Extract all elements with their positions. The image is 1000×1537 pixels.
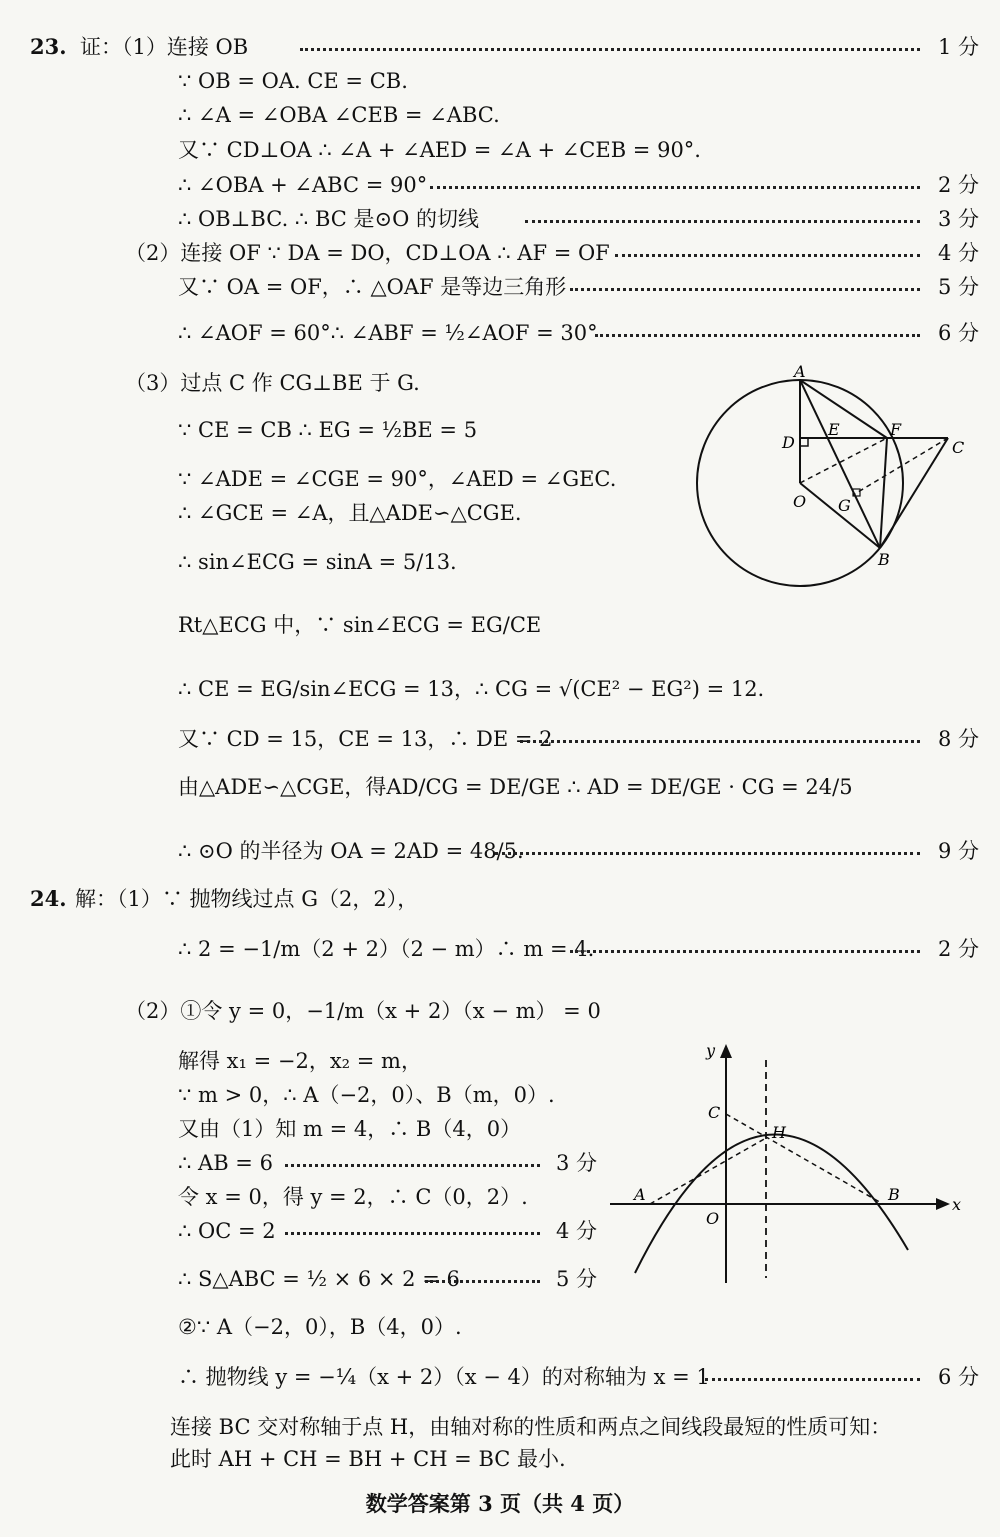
score-8: 8 分 xyxy=(938,727,980,751)
leader-dots xyxy=(705,1376,920,1381)
leader-dots xyxy=(615,252,920,257)
q24-line-4: 解得 x₁ = −2，x₂ = m， xyxy=(178,1049,422,1073)
leader-dots xyxy=(570,286,920,291)
q23-number: 23. xyxy=(30,34,67,59)
segment-fb xyxy=(880,438,887,548)
q23-line-10: （3）过点 C 作 CG⊥BE 于 G. xyxy=(125,371,420,395)
q23-line-14: ∴ sin∠ECG = sinA = 5/13. xyxy=(178,550,457,574)
q23-line-16: ∴ CE = EG/sin∠ECG = 13，∴ CG = √(CE² − EG²) = 12. xyxy=(178,677,765,701)
q24-line-11: ②∵ A（−2，0），B（4，0）. xyxy=(178,1315,462,1339)
segment-ah xyxy=(650,1138,766,1204)
q24-line-2: ∴ 2 = −1/m（2 + 2）（2 − m）∴ m = 4. xyxy=(178,937,595,961)
q23-line-1: 证：（1）连接 OB xyxy=(80,35,249,59)
score-3: 3 分 xyxy=(938,207,980,231)
q24-line-13: 连接 BC 交对称轴于点 H，由轴对称的性质和两点之间线段最短的性质可知： xyxy=(170,1415,892,1439)
q23-line-9: ∴ ∠AOF = 60°∴ ∠ABF = ½∠AOF = 30° xyxy=(178,321,598,345)
label-o: O xyxy=(706,1209,720,1228)
q23-line-19: ∴ ⊙O 的半径为 OA = 2AD = 48/5. xyxy=(178,839,524,863)
y-axis-arrow xyxy=(720,1044,732,1058)
segment-cb xyxy=(726,1114,883,1204)
q24-number: 24. xyxy=(30,886,67,911)
label-d: D xyxy=(782,433,795,452)
x-axis-arrow xyxy=(936,1198,950,1210)
q24-line-5: ∵ m > 0，∴ A（−2，0）、B（m，0）. xyxy=(178,1083,555,1107)
right-angle-d xyxy=(800,438,808,446)
label-a: A xyxy=(634,1185,646,1204)
q23-line-5: ∴ ∠OBA + ∠ABC = 90° xyxy=(178,173,428,197)
circle-geometry-figure xyxy=(690,365,980,595)
label-b: B xyxy=(888,1185,900,1204)
score-3: 3 分 xyxy=(556,1151,598,1175)
score-2: 2 分 xyxy=(938,173,980,197)
q24-line-9: ∴ OC = 2 xyxy=(178,1219,276,1243)
leader-dots xyxy=(495,850,920,855)
q24-line-1: 解：（1）∵ 抛物线过点 G（2，2）， xyxy=(75,887,419,911)
segment-ob xyxy=(800,483,880,548)
q24-line-3: （2）①令 y = 0，−1/m（x + 2）（x − m） = 0 xyxy=(125,999,601,1023)
leader-dots xyxy=(520,738,920,743)
q23-line-18: 由△ADE∽△CGE，得AD/CG = DE/GE ∴ AD = DE/GE · CG = 24/5 xyxy=(178,775,853,799)
page-footer: 数学答案第 3 页（共 4 页） xyxy=(365,1491,635,1516)
score-9: 9 分 xyxy=(938,839,980,863)
segment-cg xyxy=(853,438,948,495)
q23-line-8: 又∵ OA = OF，∴ △OAF 是等边三角形 xyxy=(178,275,567,299)
label-o: O xyxy=(793,492,807,511)
label-y: y xyxy=(706,1041,716,1060)
q23-line-6: ∴ OB⊥BC. ∴ BC 是⊙O 的切线 xyxy=(178,207,480,231)
q24-line-7: ∴ AB = 6 xyxy=(178,1151,273,1175)
segment-of xyxy=(800,438,887,483)
score-4: 4 分 xyxy=(556,1219,598,1243)
leader-dots xyxy=(285,1162,540,1167)
label-c: C xyxy=(952,438,965,457)
score-6: 6 分 xyxy=(938,1365,980,1389)
q24-line-8: 令 x = 0，得 y = 2，∴ C（0，2）. xyxy=(178,1185,528,1209)
label-g: G xyxy=(838,496,851,515)
label-a: A xyxy=(794,365,806,381)
q23-line-12: ∵ ∠ADE = ∠CGE = 90°，∠AED = ∠GEC. xyxy=(178,467,617,491)
score-2: 2 分 xyxy=(938,937,980,961)
q23-line-15: Rt△ECG 中，∵ sin∠ECG = EG/CE xyxy=(178,613,542,637)
leader-dots xyxy=(300,46,920,51)
score-1: 1 分 xyxy=(938,35,980,59)
leader-dots xyxy=(285,1230,540,1235)
score-6: 6 分 xyxy=(938,321,980,345)
label-x: x xyxy=(952,1195,962,1214)
leader-dots xyxy=(570,948,920,953)
q24-line-14: 此时 AH + CH = BH + CH = BC 最小. xyxy=(170,1447,566,1471)
leader-dots xyxy=(525,218,920,223)
q23-line-2: ∵ OB = OA. CE = CB. xyxy=(178,69,408,93)
q23-line-7: （2）连接 OF ∵ DA = DO，CD⊥OA ∴ AF = OF xyxy=(125,241,610,265)
label-e: E xyxy=(828,420,840,439)
q24-line-12: ∴ 抛物线 y = −¼（x + 2）（x − 4）的对称轴为 x = 1 xyxy=(178,1365,710,1389)
leader-dots xyxy=(430,184,920,189)
leader-dots xyxy=(425,1278,540,1283)
score-5: 5 分 xyxy=(556,1267,598,1291)
q23-line-13: ∴ ∠GCE = ∠A，且△ADE∽△CGE. xyxy=(178,501,522,525)
score-5: 5 分 xyxy=(938,275,980,299)
parabola-figure xyxy=(600,1038,980,1288)
q24-line-6: 又由（1）知 m = 4，∴ B（4，0） xyxy=(178,1117,522,1141)
q24-line-10: ∴ S△ABC = ½ × 6 × 2 = 6 xyxy=(178,1267,460,1291)
score-4: 4 分 xyxy=(938,241,980,265)
label-b: B xyxy=(878,550,890,569)
q23-line-17: 又∵ CD = 15，CE = 13，∴ DE = 2 xyxy=(178,727,553,751)
q23-line-4: 又∵ CD⊥OA ∴ ∠A + ∠AED = ∠A + ∠CEB = 90°. xyxy=(178,138,701,162)
q23-line-3: ∴ ∠A = ∠OBA ∠CEB = ∠ABC. xyxy=(178,103,500,127)
leader-dots xyxy=(595,332,920,337)
q23-line-11: ∵ CE = CB ∴ EG = ½BE = 5 xyxy=(178,418,478,442)
label-f: F xyxy=(890,420,902,439)
label-c: C xyxy=(708,1103,721,1122)
segment-cb xyxy=(880,438,948,548)
label-h: H xyxy=(772,1123,786,1142)
